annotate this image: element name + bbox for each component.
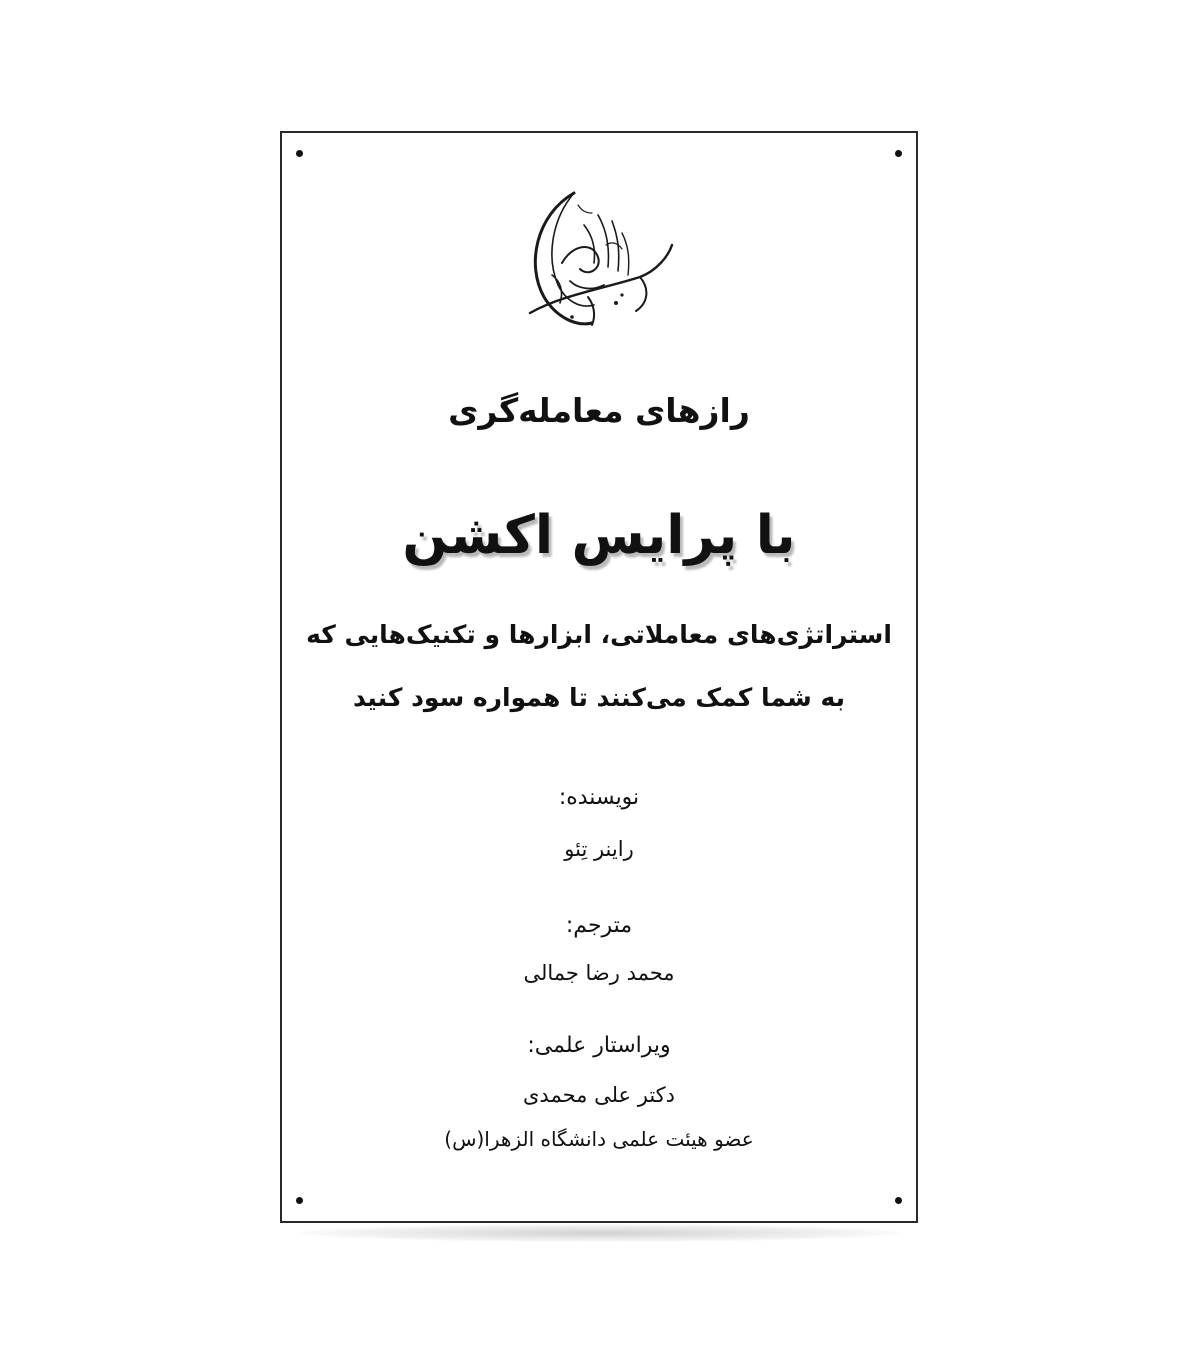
basmala-calligraphy-icon <box>522 185 682 345</box>
corner-dot-bottom-left <box>296 1197 303 1204</box>
translator-label: مترجم: <box>565 913 633 938</box>
subtitle-line-1: استراتژی‌های معاملاتی، ابزارها و تکنیک‌هایی که <box>306 620 892 649</box>
page-shadow <box>300 1224 900 1242</box>
scientific-editor-name: دکتر علی محمدی <box>522 1083 675 1107</box>
subtitle-line-2: به شما کمک می‌کنند تا همواره سود کنید <box>352 683 845 712</box>
book-title-big: با پرایس اکشن <box>402 505 796 566</box>
corner-dot-bottom-right <box>895 1197 902 1204</box>
author-label: نویسنده: <box>558 785 640 810</box>
translator-name: محمد رضا جمالی <box>523 961 675 985</box>
corner-dot-top-left <box>296 150 303 157</box>
scientific-editor-label: ویراستار علمی: <box>527 1033 671 1058</box>
author-name: راینر تِئو <box>564 837 634 861</box>
book-title-small: رازهای معامله‌گری <box>448 391 750 430</box>
corner-dot-top-right <box>895 150 902 157</box>
scientific-editor-affiliation: عضو هیئت علمی دانشگاه الزهرا(س) <box>444 1127 754 1151</box>
title-page <box>280 131 918 1223</box>
